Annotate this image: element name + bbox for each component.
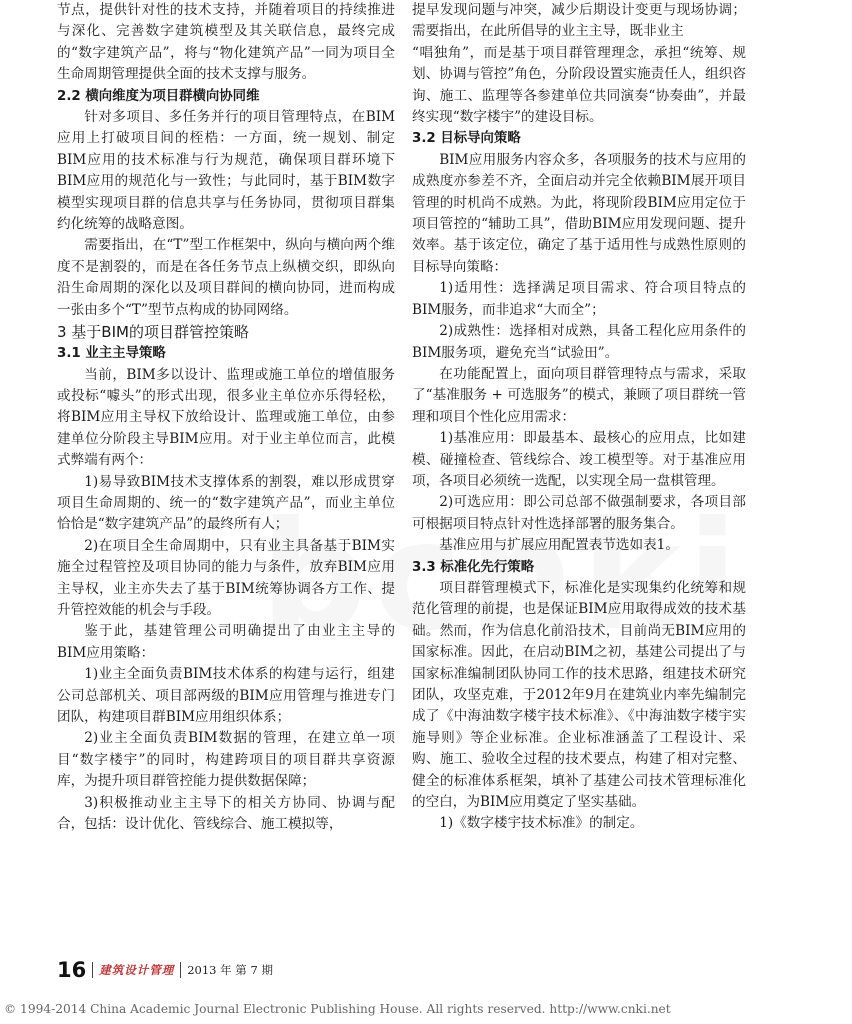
section-heading-2-2: 2.2 横向维度为项目群横向协同维 (57, 88, 260, 104)
left-column (57, 0, 395, 835)
section-heading-3: 3 基于BIM的项目群管控策略 (57, 323, 249, 342)
journal-logo: 建筑设计管理 (99, 963, 175, 977)
paragraph: “唱独角”，而是基于项目群管理理念，承担“统筹、规划、协调与管控”角色，分阶段设置实施责任人，组织咨询、施工、监理等各参建单位共同演奏“协奏曲”，并最终实现“数字楼宇”的建设目标。 (412, 44, 746, 126)
list-item: 2)成熟性：选择相对成熟，具备工程化应用条件的BIM服务项，避免充当“试验田”。 (412, 323, 746, 361)
list-item: 2)可选应用：即公司总部不做强制要求，各项目部可根据项目特点针对性选择部署的服务集合。 (412, 494, 746, 532)
footer-divider (92, 962, 93, 978)
list-item: 1)业主全面负责BIM技术体系的构建与运行，组建公司总部机关、项目部两级的BIM应用管理与推进专门团队，构建项目群BIM应用组织体系； (57, 666, 395, 725)
paragraph: 节点，提供针对性的技术支持，并随着项目的持续推进与深化、完善数字建筑模型及其关联信息，最终完成的“数字建筑产品”，将与“物化建筑产品”一同为项目全生命周期管理提供全面的技术支撑与服务。 (57, 2, 395, 83)
footer-divider (180, 962, 181, 978)
paragraph: 针对多项目、多任务并行的项目管理特点，在BIM应用上打破项目间的桎梏：一方面，统一规划、制定BIM应用的技术标准与行为规范，确保项目群环境下BIM应用的规范化与一致性；与此同时，基于BIM数字模型实现项目群的信息共享与任务协同，贯彻项目群集约化统筹的战略意图。 (57, 109, 395, 233)
paragraph: 项目群管理模式下，标准化是实现集约化统筹和规范化管理的前提，也是保证BIM应用取得成效的技术基础。然而，作为信息化前沿技术，目前尚无BIM应用的国家标准。因此，在启动BIM之初，基建公司提出了与国家标准编制团队协同工作的技术思路，组建技术研究团队，攻坚克难，于2012年9月在建筑业内率先编制完成了《中海油数字楼宇技术标准》、《中海油数字楼宇实施导则》等企业标准。企业标准涵盖了工程设计、采购、施工、验收全过程的技术要点，构建了相对完整、健全的标准体系框架，填补了基建公司技术管理标准化的空白，为BIM应用奠定了坚实基础。 (412, 579, 746, 811)
right-column (412, 0, 746, 835)
list-item: 1)易导致BIM技术支撑体系的割裂，难以形成贯穿项目生命周期的、统一的“数字建筑产品”，而业主单位恰恰是“数字建筑产品”的最终所有人； (57, 473, 395, 533)
paragraph: 鉴于此，基建管理公司明确提出了由业主主导的BIM应用策略： (57, 623, 395, 661)
page-footer (57, 957, 273, 983)
paragraph: 在功能配置上，面向项目群管理特点与需求，采取了“基准服务 + 可选服务”的模式，兼顾了项目群统一管理和项目个性化应用需求： (412, 365, 746, 425)
list-item: 1)基准应用：即最基本、最核心的应用点，比如建模、碰撞检查、管线综合、竣工模型等。对于基准应用项，各项目必须统一选配，以实现全局一盘棋管理。 (412, 430, 746, 489)
list-item: 2)在项目全生命周期中，只有业主具备基于BIM实施全过程管控及项目协同的能力与条件，放弃BIM应用主导权，业主亦失去了基于BIM统筹协调各方工作、提升管控效能的机会与手段。 (57, 537, 395, 618)
list-item: 2)业主全面负责BIM数据的管理，在建立单一项目“数字楼宇”的同时，构建跨项目的项目群共享资源库，为提升项目群管控能力提供数据保障； (57, 730, 395, 790)
section-heading-3-2: 3.2 目标导向策略 (412, 131, 521, 147)
copyright-line: © 1994-2014 China Academic Journal Electronic Publishing House. All rights reserved. http://www.cnki.net (4, 1002, 671, 1016)
paragraph: 提早发现问题与冲突，减少后期设计变更与现场协调； 需要指出，在此所倡导的业主主导，既非业主 (412, 2, 746, 40)
page-number: 16 (57, 958, 87, 982)
paragraph: 基准应用与扩展应用配置表节选如表1。 (439, 537, 679, 554)
paragraph: 当前，BIM多以设计、监理或施工单位的增值服务或投标“噱头”的形式出现，很多业主单位亦乐得轻松，将BIM应用主导权下放给设计、监理或施工单位，由参建单位分阶段主导BIM应用。对于业主单位而言，此模式弊端有两个： (57, 366, 395, 469)
paragraph: 需要指出，在“T”型工作框架中，纵向与横向两个维度不是割裂的，而是在各任务节点上纵横交织，即纵向沿生命周期的深化以及项目群间的横向协同，进而构成一张由多个“T”型节点构成的协同网络。 (57, 237, 395, 318)
list-item: 1)适用性：选择满足项目需求、符合项目特点的BIM服务，而非追求“大而全”； (412, 280, 746, 318)
list-item: 1)《数字楼宇技术标准》的制定。 (439, 815, 644, 832)
list-item: 3)积极推动业主主导下的相关方协同、协调与配合，包括：设计优化、管线综合、施工模拟等， (57, 794, 395, 833)
issue-label: 2013 年 第 7 期 (187, 963, 273, 977)
paragraph: BIM应用服务内容众多，各项服务的技术与应用的成熟度亦参差不齐，全面启动并完全依赖BIM展开项目管理的时机尚不成熟。为此，将现阶段BIM应用定位于项目管控的“辅助工具”，借助BIM应用发现问题、提升效率。基于该定位，确定了基于适用性与成熟性原则的目标导向策略： (412, 151, 746, 275)
section-heading-3-3: 3.3 标准化先行策略 (412, 559, 535, 575)
section-heading-3-1: 3.1 业主主导策略 (57, 346, 166, 362)
